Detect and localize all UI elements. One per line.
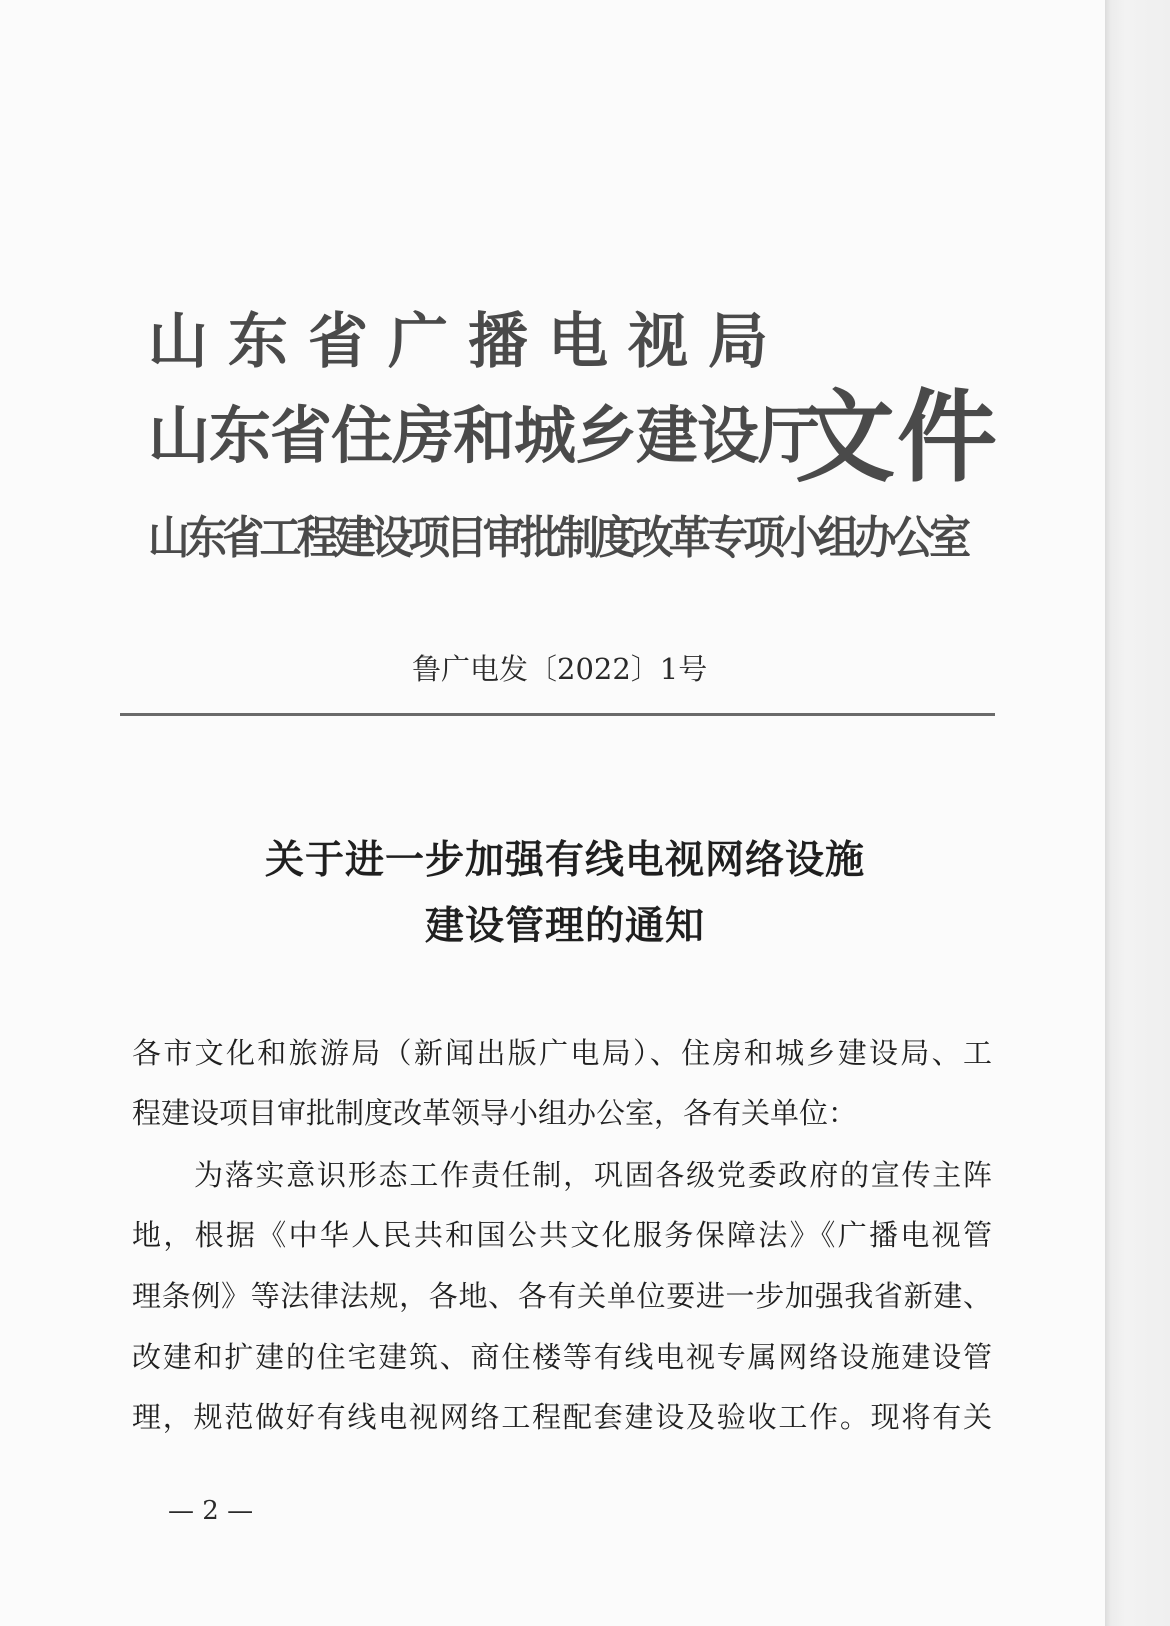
issuer-radio-tv-bureau: 山东省广播电视局: [148, 307, 788, 377]
header-separator-line: [120, 713, 995, 716]
body-line-2: 地，根据《中华人民共和国公共文化服务保障法》《广播电视管: [132, 1218, 992, 1252]
salutation-line-1: 各市文化和旅游局（新闻出版广电局）、住房和城乡建设局、工: [132, 1036, 992, 1070]
document-suffix: 文件: [795, 379, 999, 496]
body-line-4: 改建和扩建的住宅建筑、商住楼等有线电视专属网络设施建设管: [132, 1340, 992, 1374]
body-line-1: 为落实意识形态工作责任制，巩固各级党委政府的宣传主阵: [194, 1158, 992, 1192]
document-title-line-2: 建设管理的通知: [424, 903, 705, 949]
body-line-3: 理条例》等法律法规，各地、各有关单位要进一步加强我省新建、: [132, 1279, 992, 1313]
issuer-housing-department: 山东省住房和城乡建设厅: [148, 399, 820, 472]
issuer-reform-office: 山东省工程建设项目审批制度改革专项小组办公室: [148, 511, 967, 564]
document-number: 鲁广电发〔2022〕1号: [412, 652, 708, 686]
document-title-line-1: 关于进一步加强有线电视网络设施: [264, 837, 865, 883]
next-page-edge: [1105, 0, 1170, 1626]
page-number: — 2 —: [168, 1496, 254, 1526]
salutation-line-2: 程建设项目审批制度改革领导小组办公室，各有关单位：: [132, 1096, 858, 1130]
body-line-5: 理，规范做好有线电视网络工程配套建设及验收工作。现将有关: [132, 1400, 992, 1434]
